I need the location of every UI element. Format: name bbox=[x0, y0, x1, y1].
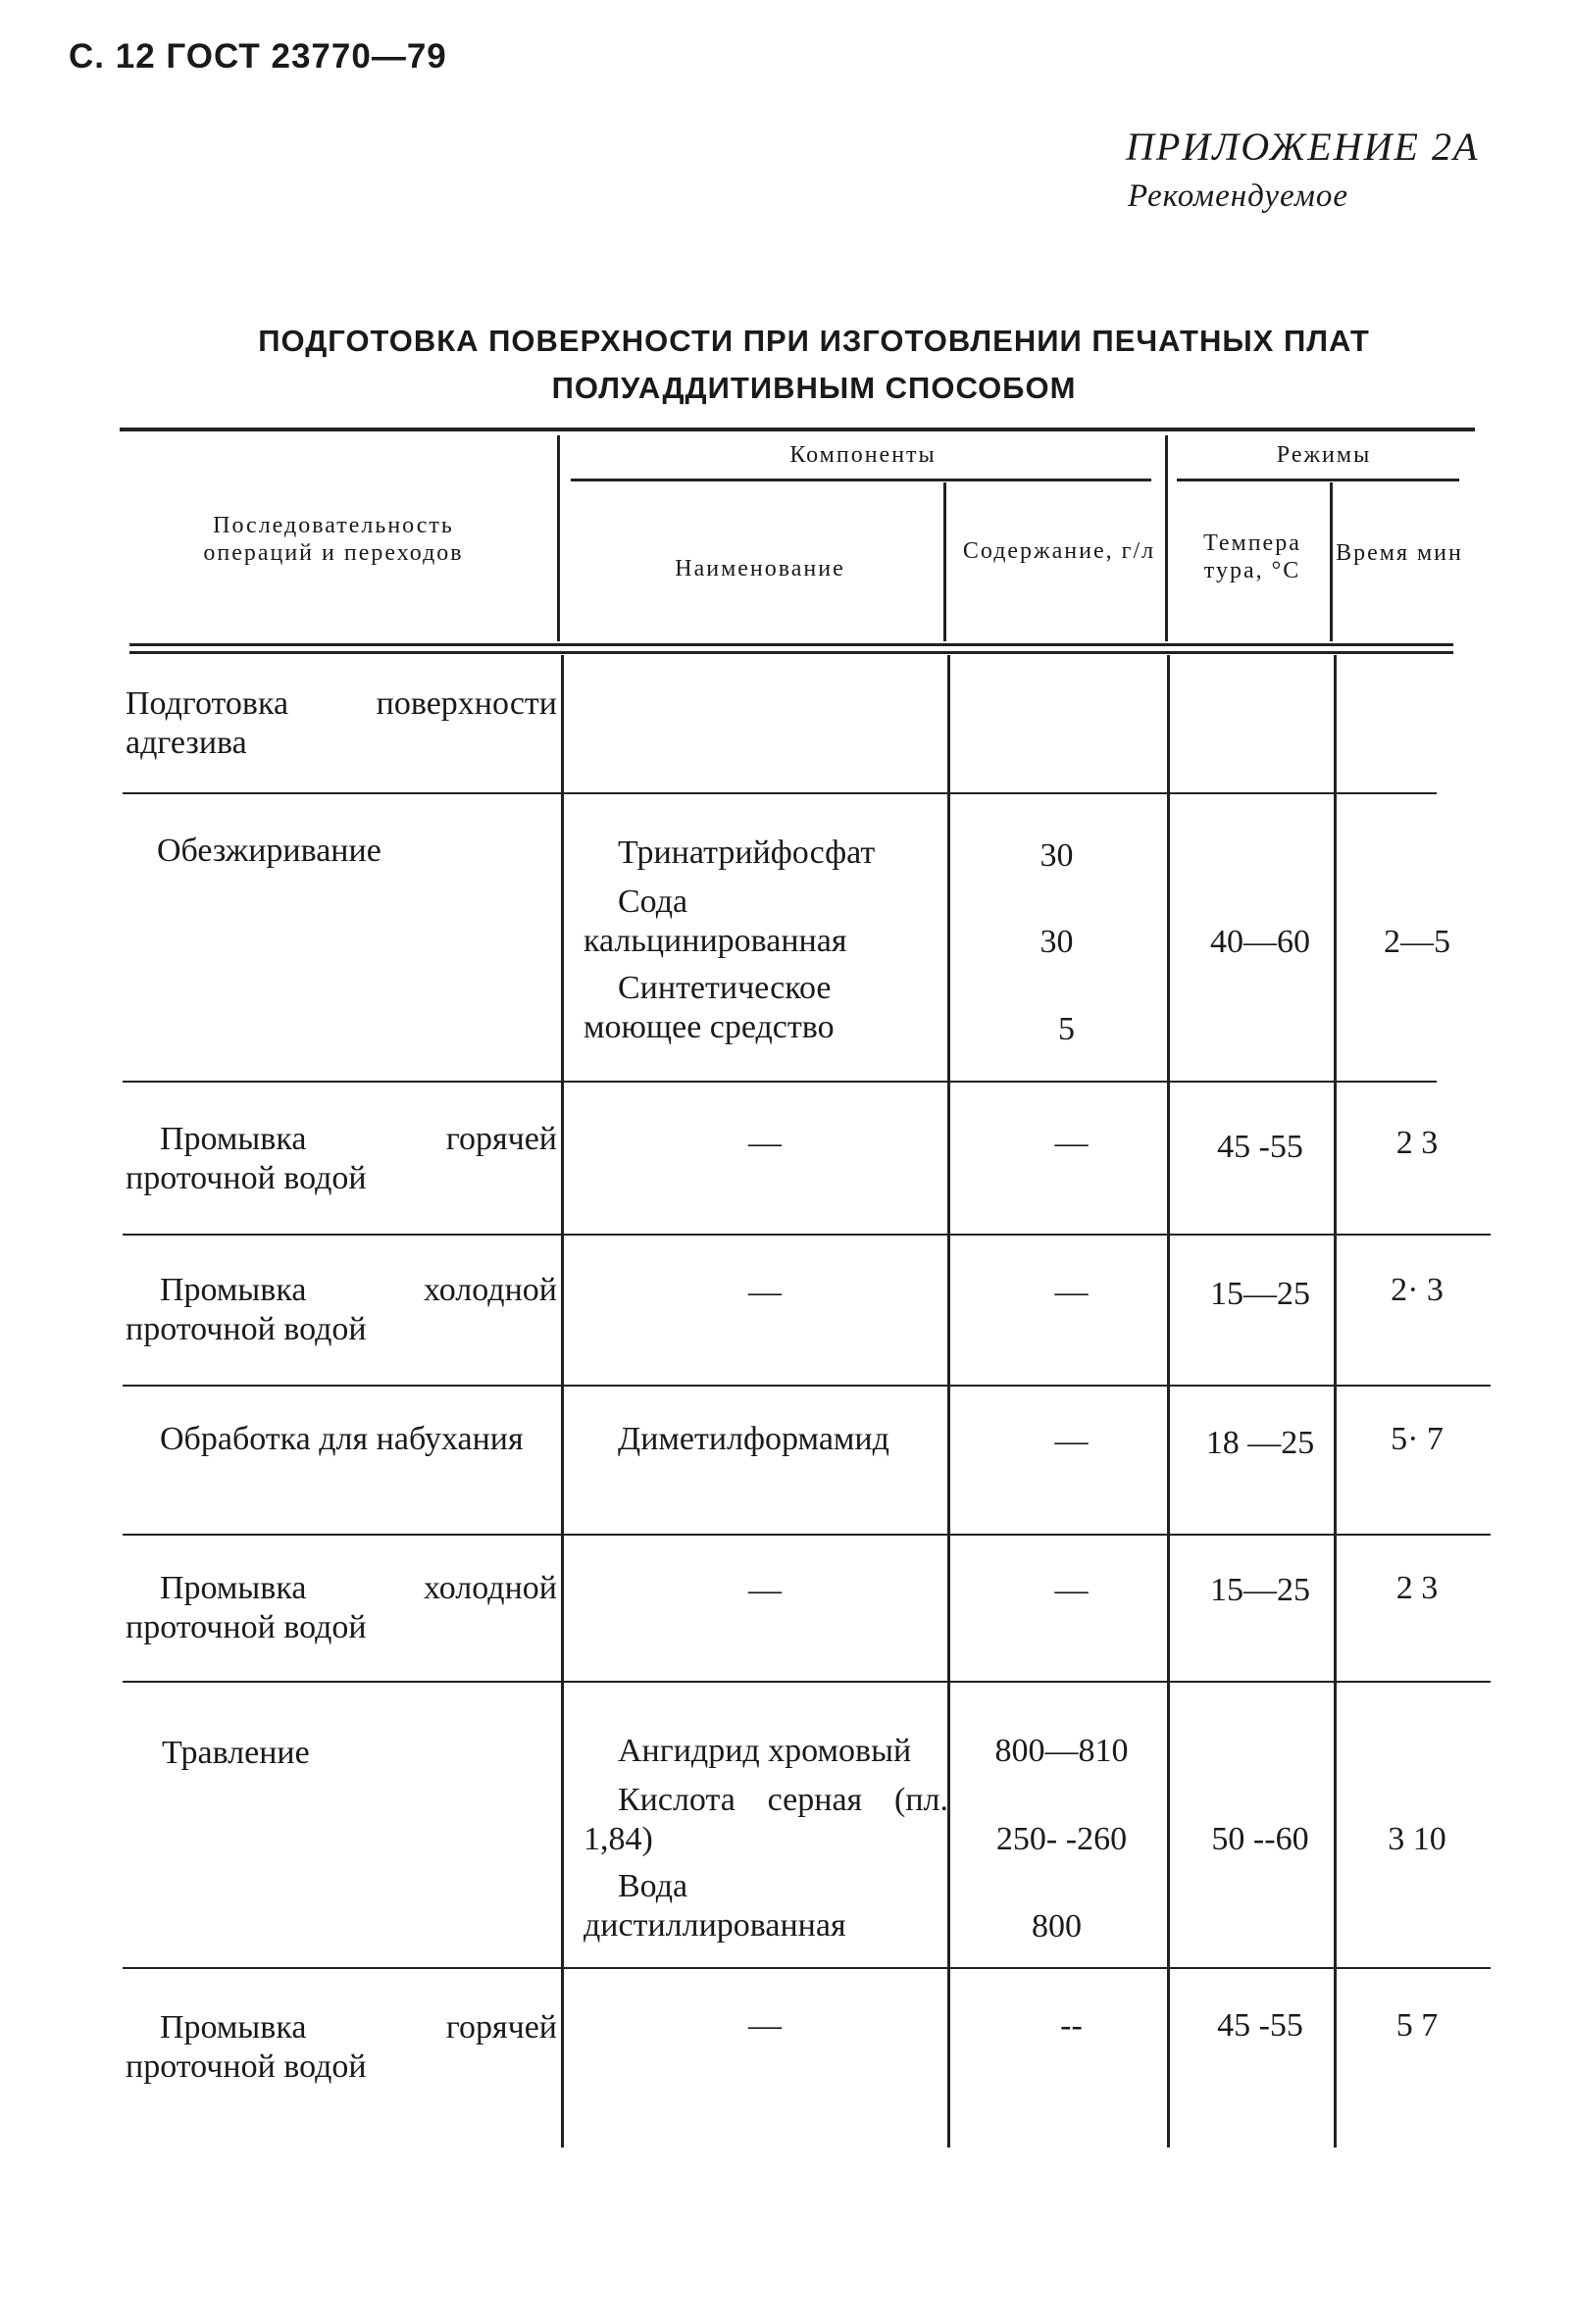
header-name: Наименование bbox=[675, 556, 845, 581]
header-divider-name-content bbox=[943, 482, 946, 641]
row-5-component: Диметилформамид bbox=[618, 1421, 889, 1457]
row-6-temperature: 15—25 bbox=[1210, 1572, 1310, 1608]
row-8-content: -- bbox=[1060, 2007, 1083, 2044]
row-4-content: — bbox=[1054, 1274, 1089, 1310]
appendix-label: ПРИЛОЖЕНИЕ 2А bbox=[1126, 125, 1480, 169]
row-2-temperature: 40—60 bbox=[1210, 924, 1310, 960]
table-top-rule bbox=[120, 428, 1475, 431]
row-4-time: 2· 3 bbox=[1391, 1272, 1444, 1308]
components-underline bbox=[571, 479, 1151, 481]
row-5-content: — bbox=[1054, 1423, 1089, 1459]
row-7-component-3: Вода дистиллированная bbox=[583, 1868, 846, 1944]
row-3-time: 2 3 bbox=[1395, 1125, 1439, 1161]
row-8-operation: Промывка горячей проточной водой bbox=[126, 2009, 557, 2085]
row-separator bbox=[123, 1681, 1491, 1683]
row-2-content-1: 30 bbox=[1040, 837, 1074, 874]
row-separator bbox=[123, 1234, 1491, 1236]
header-double-rule-2 bbox=[129, 651, 1453, 654]
row-2-time: 2—5 bbox=[1384, 924, 1450, 960]
row-7-component-1: Ангидрид хромовый bbox=[618, 1733, 912, 1769]
row-separator bbox=[123, 1967, 1491, 1969]
row-separator bbox=[123, 1385, 1491, 1387]
row-2-component-2: Сода кальцинированная bbox=[583, 884, 847, 959]
row-7-content-2: 250- -260 bbox=[995, 1821, 1128, 1857]
header-time: Время мин bbox=[1336, 540, 1463, 566]
modes-underline bbox=[1177, 479, 1459, 481]
appendix-status: Рекомендуемое bbox=[1128, 178, 1349, 214]
row-2-content-3: 5 bbox=[1058, 1011, 1075, 1047]
row-6-operation: Промывка холодной проточной водой bbox=[126, 1570, 557, 1645]
row-6-component: — bbox=[748, 1572, 782, 1608]
row-4-operation: Промывка холодной проточной водой bbox=[126, 1272, 557, 1347]
row-1-operation: Подготовка поверхности адгезива bbox=[126, 685, 557, 761]
header-divider-temp-time bbox=[1330, 482, 1333, 641]
row-8-time: 5 7 bbox=[1395, 2007, 1439, 2044]
row-7-temperature: 50 --60 bbox=[1211, 1821, 1309, 1857]
row-2-component-3: Синтетическое моющее средство bbox=[583, 970, 835, 1045]
row-separator bbox=[123, 1534, 1491, 1536]
header-temperature: Темпера тура, °С bbox=[1203, 530, 1301, 583]
page-number: С. 12 ГОСТ 23770—79 bbox=[69, 37, 447, 76]
row-7-operation: Травление bbox=[162, 1735, 310, 1771]
row-6-time: 2 3 bbox=[1395, 1570, 1439, 1606]
row-7-time: 3 10 bbox=[1388, 1821, 1446, 1857]
document-title-line-2: ПОЛУАДДИТИВНЫМ СПОСОБОМ bbox=[551, 371, 1077, 405]
row-3-temperature: 45 -55 bbox=[1217, 1129, 1303, 1165]
row-7-component-2: Кислота серная (пл. 1,84) bbox=[583, 1782, 948, 1857]
row-8-component: — bbox=[748, 2007, 782, 2044]
row-separator bbox=[123, 792, 1437, 794]
header-content: Содержание, г/л bbox=[962, 538, 1156, 564]
row-5-time: 5· 7 bbox=[1391, 1421, 1444, 1457]
header-double-rule-1 bbox=[129, 643, 1453, 646]
document-title-line-1: ПОДГОТОВКА ПОВЕРХНОСТИ ПРИ ИЗГОТОВЛЕНИИ ПЕЧАТНЫХ ПЛАТ bbox=[258, 324, 1370, 358]
row-separator bbox=[123, 1081, 1437, 1083]
row-3-content: — bbox=[1054, 1125, 1089, 1161]
row-3-operation: Промывка горячей проточной водой bbox=[126, 1121, 557, 1196]
header-divider-comp-modes bbox=[1165, 435, 1168, 641]
header-operations: Последовательность операций и переходов bbox=[203, 513, 464, 566]
row-4-component: — bbox=[748, 1274, 782, 1310]
row-2-component-1: Тринатрийфосфат bbox=[618, 834, 876, 871]
row-6-content: — bbox=[1054, 1572, 1089, 1608]
row-8-temperature: 45 -55 bbox=[1217, 2007, 1303, 2044]
header-divider-ops bbox=[557, 435, 560, 641]
row-4-temperature: 15—25 bbox=[1210, 1276, 1310, 1312]
body-divider-ops bbox=[561, 655, 564, 2147]
row-5-operation: Обработка для набухания bbox=[160, 1421, 524, 1457]
header-components: Компоненты bbox=[789, 442, 937, 468]
row-7-content-3: 800 bbox=[1032, 1908, 1082, 1945]
body-divider-temp-time bbox=[1334, 655, 1337, 2147]
row-7-content-1: 800—810 bbox=[994, 1733, 1129, 1769]
row-5-temperature: 18 —25 bbox=[1205, 1425, 1315, 1461]
row-2-content-2: 30 bbox=[1040, 924, 1074, 960]
row-3-component: — bbox=[748, 1125, 782, 1161]
row-2-operation: Обезжиривание bbox=[157, 833, 381, 869]
header-modes: Режимы bbox=[1276, 442, 1372, 468]
